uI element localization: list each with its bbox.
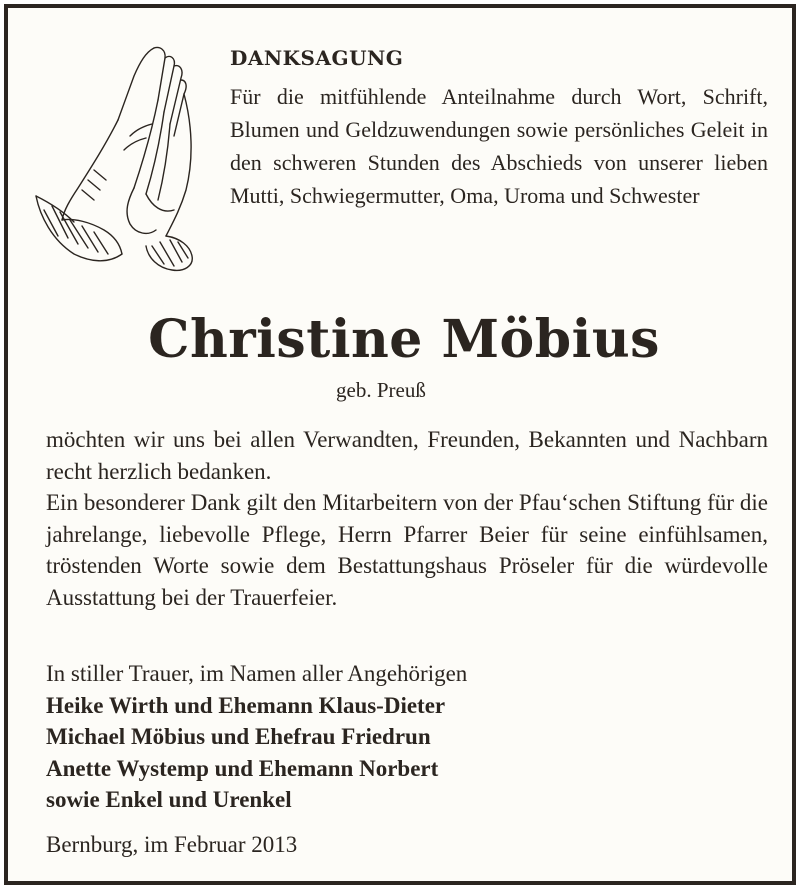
heading: DANKSAGUNG <box>230 46 404 70</box>
signoff-name: Heike Wirth und Ehemann Klaus-Dieter <box>46 692 446 718</box>
paragraph-2: Ein besonderer Dank gilt den Mitarbeitern von der Pfau‘schen Stiftung für die jahrelange, liebevolle Pflege, Herrn Pfarrer Beier für seine einfühlsamen, tröstenden Worte sowie dem Bestattungshaus Pröseler für die würdevolle Ausstattung bei der Trauerfeier. <box>46 490 768 610</box>
signoff-name: sowie Enkel und Urenkel <box>46 787 292 813</box>
deceased-name: Christine Möbius <box>148 309 660 370</box>
signoff-intro: In stiller Trauer, im Namen aller Angehörigen <box>46 661 468 686</box>
signoff <box>46 658 766 816</box>
notice-frame <box>4 4 796 885</box>
praying-hands-icon <box>34 40 204 280</box>
place-date: Bernburg, im Februar 2013 <box>46 832 298 857</box>
intro-block <box>230 46 768 212</box>
paragraph-1: möchten wir uns bei allen Verwandten, Freunden, Bekannten und Nachbarn recht herzlich bedanken. <box>46 427 768 484</box>
thanks-body <box>46 424 768 614</box>
intro-text: Für die mitfühlende Anteilnahme durch Wort, Schrift, Blumen und Geldzuwendungen sowie persönliches Geleit in den schweren Stunden des Abschieds von unserer lieben Mutti, Schwiegermutter, Oma, Uroma und Schwester <box>230 84 768 208</box>
birth-name: geb. Preuß <box>336 378 426 402</box>
signoff-name: Michael Möbius und Ehefrau Friedrun <box>46 724 431 750</box>
signoff-name: Anette Wystemp und Ehemann Norbert <box>46 755 439 781</box>
